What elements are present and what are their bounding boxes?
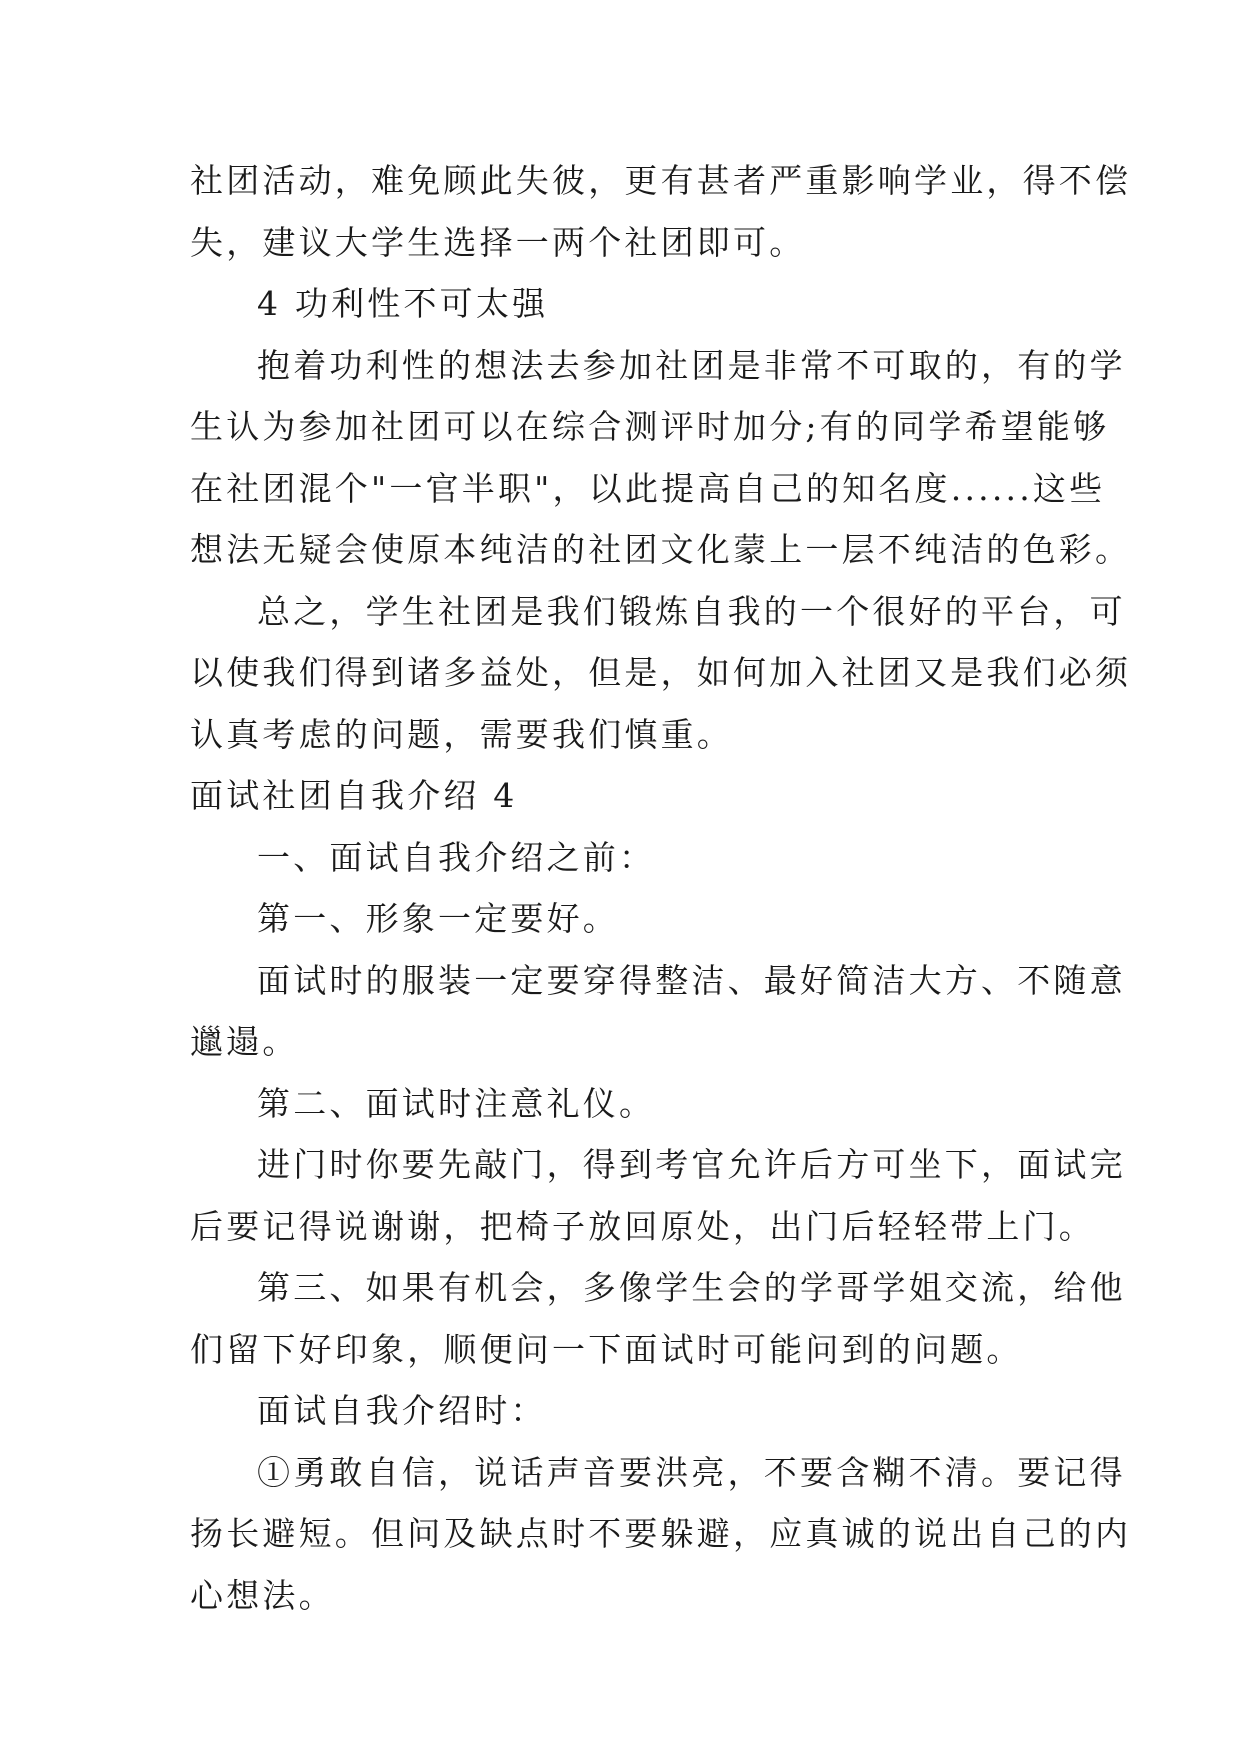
text-line: 心想法。 (190, 1575, 335, 1615)
text-line: 面试自我介绍时： (257, 1391, 547, 1430)
text-line: 在社团混个"一官半职"，以此提高自己的知名度......这些 (190, 468, 1106, 508)
text-line: 生认为参加社团可以在综合测评时加分;有的同学希望能够 (190, 407, 1110, 446)
text-line: 第三、如果有机会，多像学生会的学哥学姐交流，给他 (257, 1268, 1126, 1307)
text-line: 认真考虑的问题，需要我们慎重。 (190, 714, 733, 754)
text-line: 第一、形象一定要好。 (257, 899, 619, 938)
document-body (190, 150, 1132, 1626)
text-line: 想法无疑会使原本纯洁的社团文化蒙上一层不纯洁的色彩。 (190, 530, 1132, 569)
text-line: 社团活动，难免顾此失彼，更有甚者严重影响学业，得不偿 (190, 161, 1132, 200)
text-line: 扬长避短。但问及缺点时不要躲避，应真诚的说出自己的内 (190, 1514, 1132, 1553)
text-line: 进门时你要先敲门，得到考官允许后方可坐下，面试完 (257, 1145, 1126, 1184)
text-line: ①勇敢自信，说话声音要洪亮，不要含糊不清。要记得 (257, 1452, 1126, 1492)
text-line: 第二、面试时注意礼仪。 (257, 1083, 656, 1123)
text-line: 面试社团自我介绍 4 (190, 776, 518, 815)
text-line: 失，建议大学生选择一两个社团即可。 (190, 222, 806, 262)
text-line: 总之，学生社团是我们锻炼自我的一个很好的平台，可 (257, 591, 1126, 631)
text-line: 一、面试自我介绍之前： (257, 837, 656, 877)
text-line: 面试时的服装一定要穿得整洁、最好简洁大方、不随意 (257, 960, 1126, 1000)
text-line: 以使我们得到诸多益处，但是，如何加入社团又是我们必须 (190, 653, 1132, 692)
text-line: 4 功利性不可太强 (257, 284, 549, 323)
text-line: 们留下好印象，顺便问一下面试时可能问到的问题。 (190, 1329, 1023, 1369)
text-line: 后要记得说谢谢，把椅子放回原处，出门后轻轻带上门。 (190, 1206, 1095, 1246)
text-line: 邋遢。 (190, 1022, 299, 1061)
text-line: 抱着功利性的想法去参加社团是非常不可取的，有的学 (257, 345, 1126, 385)
